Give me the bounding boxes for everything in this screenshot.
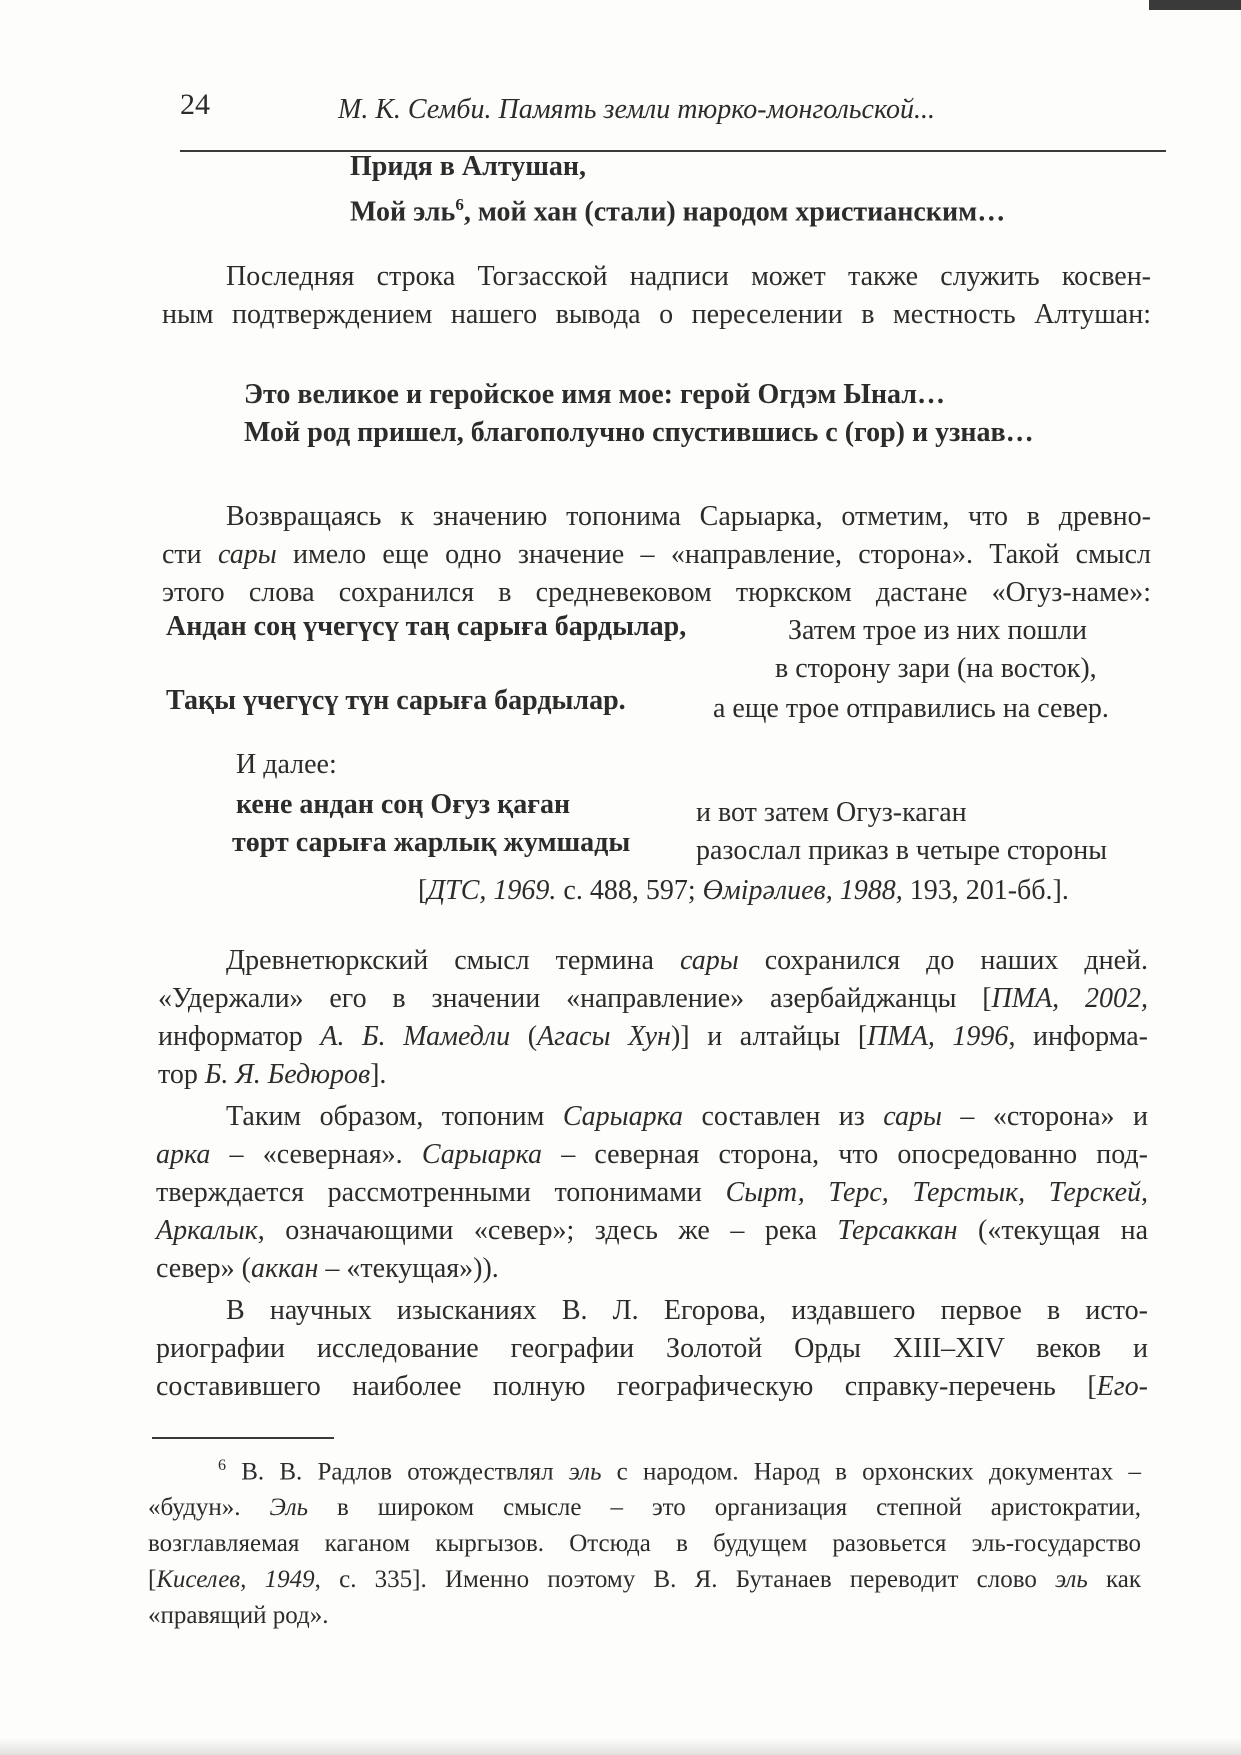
running-title: М. К. Семби. Память земли тюрко-монгольской... [338, 94, 935, 125]
verse-block-1 [350, 148, 1150, 231]
oguz-original-line: кене андан соң Оғуз қаған [236, 789, 571, 820]
footnote-marker: 6 [218, 1457, 226, 1474]
text-line: север» (аккан – «текущая»)). [156, 1253, 499, 1284]
text-line: арка – «северная». Сарыарка – северная сторона, что опосредованно под- [156, 1139, 1148, 1170]
verse-line: Это великое и геройское имя мое: герой Огдэм Ынал… [244, 379, 945, 410]
text-line: И далее: [236, 749, 337, 780]
paragraph-2 [162, 498, 1151, 612]
footnote-divider [152, 1437, 334, 1439]
text-line: риографии исследование географии Золотой Орды XIII–XIV веков и [156, 1333, 1148, 1364]
text-line: тверждается рассмотренными топонимами Сырт, Терс, Терстык, Терскей, [156, 1177, 1149, 1208]
text-line: составившего наиболее полную географическую справку-перечень [Его- [156, 1371, 1148, 1402]
oguz-original-line: Андан соң үчегүсү таң сарыға бардылар, [166, 611, 687, 642]
text-line: Древнетюркский смысл термина сары сохранился до наших дней. [226, 945, 1148, 976]
citation: [ДТС, 1969. с. 488, 597; Өмірәлиев, 1988, 193, 201-бб.]. [418, 875, 1069, 906]
footnote-line: [Киселев, 1949, с. 335]. Именно поэтому В. Я. Бутанаев переводит слово эль как [148, 1566, 1141, 1594]
verse-block-2 [244, 376, 1154, 452]
oguz-translation-line: разослал приказ в четыре стороны [696, 835, 1108, 866]
page-header [180, 84, 1166, 152]
footnote-ref: 6 [455, 195, 464, 214]
paragraph-4 [156, 1098, 1148, 1288]
verse-line: Мой род пришел, благополучно спустившись с (гор) и узнав… [244, 417, 1034, 448]
text-line: ным подтверждением нашего вывода о переселении в местность Алтушан: [162, 299, 1151, 330]
text-line: Аркалык, означающими «север»; здесь же – река Терсаккан («текущая на [156, 1215, 1148, 1246]
text-line: «Удержали» его в значении «направление» азербайджанцы [ПМА, 2002, [158, 983, 1148, 1014]
text-line: Возвращаясь к значению топонима Сарыарка, отметим, что в древно- [226, 501, 1151, 532]
scan-corner-mark [1149, 0, 1241, 10]
text-line: информатор А. Б. Мамедли (Агасы Хун)] и алтайцы [ПМА, 1996, информа- [158, 1021, 1149, 1052]
verse-line: Придя в Алтушан, [350, 151, 587, 182]
footnote-line: $^6$ В. В. Радлов отождествлял эль с народом. Народ в орхонских документах – [218, 1457, 1141, 1486]
text-line: сти сары имело еще одно значение – «направление, сторона». Такой смысл [162, 539, 1151, 570]
text-line: В научных изысканиях В. Л. Егорова, издавшего первое в исто- [226, 1295, 1148, 1326]
text-line: Последняя строка Тогзасской надписи может также служить косвен- [226, 261, 1151, 292]
paragraph-3 [158, 942, 1148, 1094]
page-number: 24 [180, 88, 210, 121]
oguz-translation-line: и вот затем Огуз-каган [696, 797, 967, 828]
paragraph-5 [156, 1292, 1148, 1406]
oguz-translation-line: а еще трое отправились на север. [713, 693, 1109, 724]
scan-bottom-shadow [0, 1738, 1241, 1755]
text-line: этого слова сохранился в средневековом тюркском дастане «Огуз-наме»: [162, 577, 1151, 608]
paragraph-1 [162, 258, 1151, 334]
text-line: тор Б. Я. Бедюров]. [158, 1059, 387, 1090]
oguz-translation-line: в сторону зари (на восток), [775, 653, 1097, 684]
oguz-original-line: Тақы үчегүсү түн сарыға бардылар. [166, 685, 626, 716]
oguz-original-line: төрт сарыға жарлық жумшады [232, 827, 631, 858]
verse-line: Мой эль$^6$, мой хан (стали) народом христианским… [350, 195, 1006, 228]
footnote-line: возглавляемая каганом кыргызов. Отсюда в будущем разовьется эль-государство [148, 1530, 1141, 1558]
footnote [148, 1448, 1141, 1634]
oguz-translation-line: Затем трое из них пошли [788, 615, 1087, 646]
footnote-line: «будун». Эль в широком смысле – это организация степной аристократии, [148, 1494, 1141, 1522]
footnote-line: «правящий род». [148, 1602, 329, 1630]
text-line: Таким образом, топоним Сарыарка составлен из сары – «сторона» и [226, 1101, 1148, 1132]
